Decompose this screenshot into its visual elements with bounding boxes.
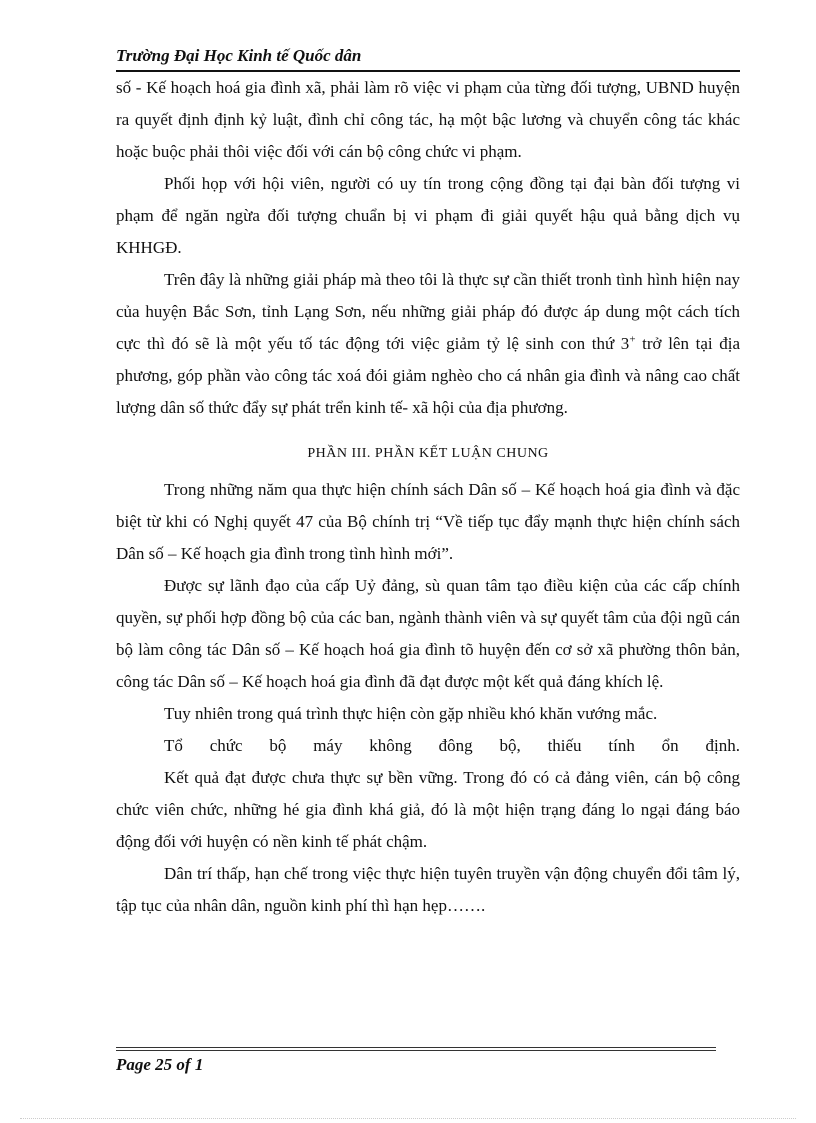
paragraph: Trong những năm qua thực hiện chính sách Dân số – Kế hoạch hoá gia đình và đặc biệt từ khi có Nghị quyết 47 của Bộ chính trị “Về tiếp tục đẩy mạnh thực hiện chính sách Dân số – Kế hoạch gia đình trong tình hình mới”. [116, 480, 740, 563]
document-body [116, 72, 740, 922]
paragraph: Kết quả đạt được chưa thực sự bền vững. Trong đó có cả đảng viên, cán bộ công chức viên chức, những hé gia đình khá giả, đó là một hiện trạng đáng lo ngại đáng báo động đối với huyện có nền kinh tế phát chậm. [116, 768, 740, 851]
superscript: + [629, 333, 636, 346]
page-header-title: Trường Đại Học Kinh tế Quốc dân [116, 46, 362, 65]
page-edge-divider [20, 1118, 796, 1119]
footer-rule [116, 1050, 716, 1051]
paragraph: Tổ chức bộ máy không đông bộ, thiếu tính ổn định. [164, 736, 740, 755]
paragraph-text: trở lên tại địa phương, góp phần vào công tác xoá đói giảm nghèo cho cá nhân gia đình và nâng cao chất lượng dân số thức đẩy sự phát trển kinh tế- xã hội của địa phương. [116, 334, 740, 417]
paragraph: Phối họp với hội viên, người có uy tín trong cộng đồng tại đại bàn đối tượng vi phạm để ngăn ngừa đối tượng chuẩn bị vi phạm đi giải quyết hậu quả bằng dịch vụ KHHGĐ. [116, 174, 740, 257]
paragraph [116, 264, 740, 424]
section-heading: PHẦN III. PHẦN KẾT LUẬN CHUNG [307, 446, 549, 461]
paragraph: số - Kế hoạch hoá gia đình xã, phải làm rõ việc vi phạm của từng đối tượng, UBND huyện ra quyết định định kỷ luật, đình chỉ công tác, hạ một bậc lương và chuyển công tác khác hoặc buộc phải thôi việc đối với cán bộ công chức vi phạm. [116, 78, 740, 161]
page-number: Page 25 of 1 [116, 1055, 204, 1074]
paragraph: Tuy nhiên trong quá trình thực hiện còn gặp nhiều khó khăn vướng mắc. [164, 704, 658, 723]
paragraph: Dân trí thấp, hạn chế trong việc thực hiện tuyên truyền vận động chuyển đổi tâm lý, tập tục của nhân dân, nguồn kinh phí thì hạn hẹp……. [116, 864, 740, 915]
paragraph-text: Trên đây là những giải pháp mà theo tôi là thực sự cần thiết tronh tình hình hiện nay của huyện Bắc Sơn, tỉnh Lạng Sơn, nếu những giải pháp đó được áp dung một cách tích cực thì đó sẽ là một yếu tố tác động tới việc giảm tỷ lệ sinh con thứ 3 [116, 270, 740, 353]
paragraph: Được sự lãnh đạo của cấp Uỷ đảng, sù quan tâm tạo điều kiện của các cấp chính quyền, sự phối hợp đồng bộ của các ban, ngành thành viên và sự quyết tâm của đội ngũ cán bộ làm công tác Dân số – Kế hoạch hoá gia đình tõ huyện đến cơ sở xã phường thôn bản, công tác Dân số – Kế hoạch hoá gia đình đã đạt được một kết quả đáng khích lệ. [116, 576, 740, 691]
footer-rule [116, 1047, 716, 1048]
